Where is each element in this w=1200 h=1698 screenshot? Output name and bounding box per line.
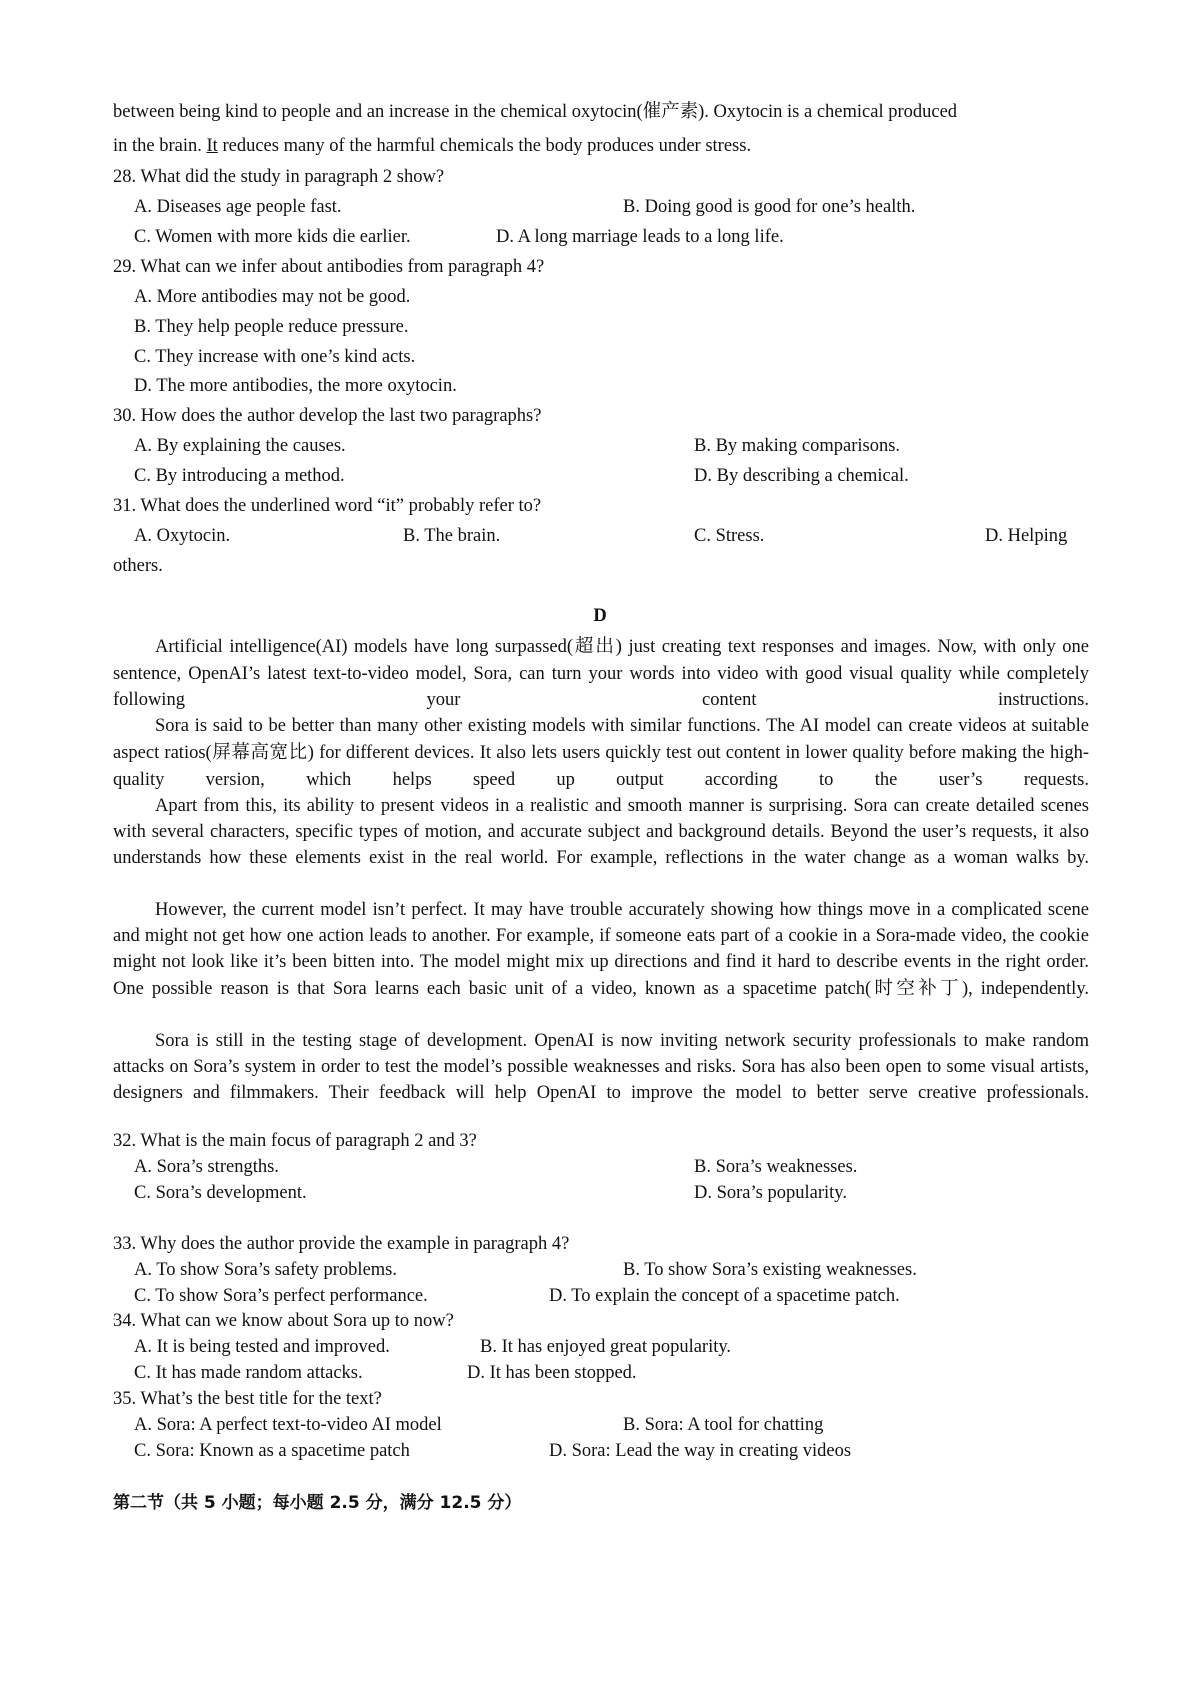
- question-30-option-d: D. By describing a chemical.: [694, 466, 909, 486]
- question-35-option-a: A. Sora: A perfect text-to-video AI model: [134, 1415, 442, 1435]
- question-30-option-a: A. By explaining the causes.: [134, 436, 346, 456]
- passage-c-line-2: [113, 137, 751, 156]
- question-30-stem: 30. How does the author develop the last two paragraphs?: [113, 406, 542, 426]
- question-32-option-a: A. Sora’s strengths.: [134, 1157, 279, 1177]
- underlined-word-it: It: [206, 136, 218, 156]
- passage-d-paragraph-3: Apart from this, its ability to present videos in a realistic and smooth manner is surprising. Sora can create detailed scenes with several characters, specific types of motion, and accurate subject and background details. Beyond the user’s requests, it also understands how these elements exist in the real world. For example, reflections in the water change as a woman walks by.: [113, 796, 1089, 868]
- question-31-option-c: C. Stress.: [694, 526, 765, 546]
- question-29-stem: 29. What can we infer about antibodies from paragraph 4?: [113, 257, 545, 277]
- question-33-option-b: B. To show Sora’s existing weaknesses.: [623, 1260, 917, 1280]
- question-28-option-d: D. A long marriage leads to a long life.: [496, 227, 784, 247]
- passage-text: in the brain.: [113, 136, 207, 156]
- question-35-stem: 35. What’s the best title for the text?: [113, 1389, 382, 1409]
- question-28-stem: 28. What did the study in paragraph 2 show?: [113, 167, 445, 187]
- question-28-option-a: A. Diseases age people fast.: [134, 197, 342, 217]
- question-34-stem: 34. What can we know about Sora up to now?: [113, 1311, 454, 1331]
- question-34-option-d: D. It has been stopped.: [467, 1363, 637, 1383]
- question-30-option-b: B. By making comparisons.: [694, 436, 901, 456]
- question-35-option-d: D. Sora: Lead the way in creating videos: [549, 1441, 852, 1461]
- question-33-option-c: C. To show Sora’s perfect performance.: [134, 1286, 428, 1306]
- passage-d-paragraph-1: Artificial intelligence(AI) models have long surpassed(超出) just creating text responses and images. Now, with only one sentence, OpenAI’s latest text-to-video model, Sora, can turn your words into video with good visual quality while completely following your content instructions.: [113, 637, 1089, 710]
- question-29-option-a: A. More antibodies may not be good.: [134, 287, 411, 307]
- section-2-heading: 第二节（共 5 小题；每小题 2.5 分，满分 12.5 分）: [113, 1493, 522, 1513]
- question-33-option-a: A. To show Sora’s safety problems.: [134, 1260, 397, 1280]
- question-31-option-d: D. Helping: [985, 526, 1068, 546]
- passage-d-heading: D: [593, 606, 607, 626]
- question-31-option-b: B. The brain.: [403, 526, 501, 546]
- question-29-option-d: D. The more antibodies, the more oxytocin.: [134, 376, 457, 396]
- question-29-option-b: B. They help people reduce pressure.: [134, 317, 409, 337]
- question-31-option-a: A. Oxytocin.: [134, 526, 231, 546]
- passage-c-line-1: between being kind to people and an increase in the chemical oxytocin(催产素). Oxytocin is a chemical produced: [113, 102, 958, 122]
- question-29-option-c: C. They increase with one’s kind acts.: [134, 347, 416, 367]
- question-31-option-d-continued: others.: [113, 556, 163, 576]
- question-32-option-d: D. Sora’s popularity.: [694, 1183, 847, 1203]
- question-28-option-b: B. Doing good is good for one’s health.: [623, 197, 916, 217]
- question-32-option-c: C. Sora’s development.: [134, 1183, 307, 1203]
- question-31-stem: 31. What does the underlined word “it” probably refer to?: [113, 496, 542, 516]
- question-34-option-c: C. It has made random attacks.: [134, 1363, 363, 1383]
- passage-d-paragraph-2: Sora is said to be better than many other existing models with similar functions. The AI model can create videos at suitable aspect ratios(屏幕高宽比) for different devices. It also lets users quickly test out content in lower quality before making the high-quality version, which helps speed up output according to the user’s requests.: [113, 716, 1089, 790]
- passage-text: reduces many of the harmful chemicals the body produces under stress.: [217, 136, 752, 156]
- question-34-option-b: B. It has enjoyed great popularity.: [480, 1337, 732, 1357]
- question-34-option-a: A. It is being tested and improved.: [134, 1337, 390, 1357]
- question-33-option-d: D. To explain the concept of a spacetime patch.: [549, 1286, 900, 1306]
- question-28-option-c: C. Women with more kids die earlier.: [134, 227, 411, 247]
- question-33-stem: 33. Why does the author provide the example in paragraph 4?: [113, 1234, 570, 1254]
- passage-d-paragraph-5: Sora is still in the testing stage of development. OpenAI is now inviting network security professionals to make random attacks on Sora’s system in order to test the model’s possible weaknesses and risks. Sora has also been open to some visual artists, designers and filmmakers. Their feedback will help OpenAI to improve the model to better serve creative professionals.: [113, 1031, 1089, 1104]
- question-35-option-c: C. Sora: Known as a spacetime patch: [134, 1441, 410, 1461]
- question-32-stem: 32. What is the main focus of paragraph 2 and 3?: [113, 1131, 477, 1151]
- passage-d-paragraph-4: However, the current model isn’t perfect. It may have trouble accurately showing how things move in a complicated scene and might not get how one action leads to another. For example, if someone eats part of a cookie in a Sora-made video, the cookie might not look like it’s been bitten into. The model might mix up directions and find it hard to describe events in the right order. One possible reason is that Sora learns each basic unit of a video, known as a spacetime patch(时空补丁), independently.: [113, 900, 1089, 999]
- question-32-option-b: B. Sora’s weaknesses.: [694, 1157, 858, 1177]
- question-35-option-b: B. Sora: A tool for chatting: [623, 1415, 824, 1435]
- question-30-option-c: C. By introducing a method.: [134, 466, 345, 486]
